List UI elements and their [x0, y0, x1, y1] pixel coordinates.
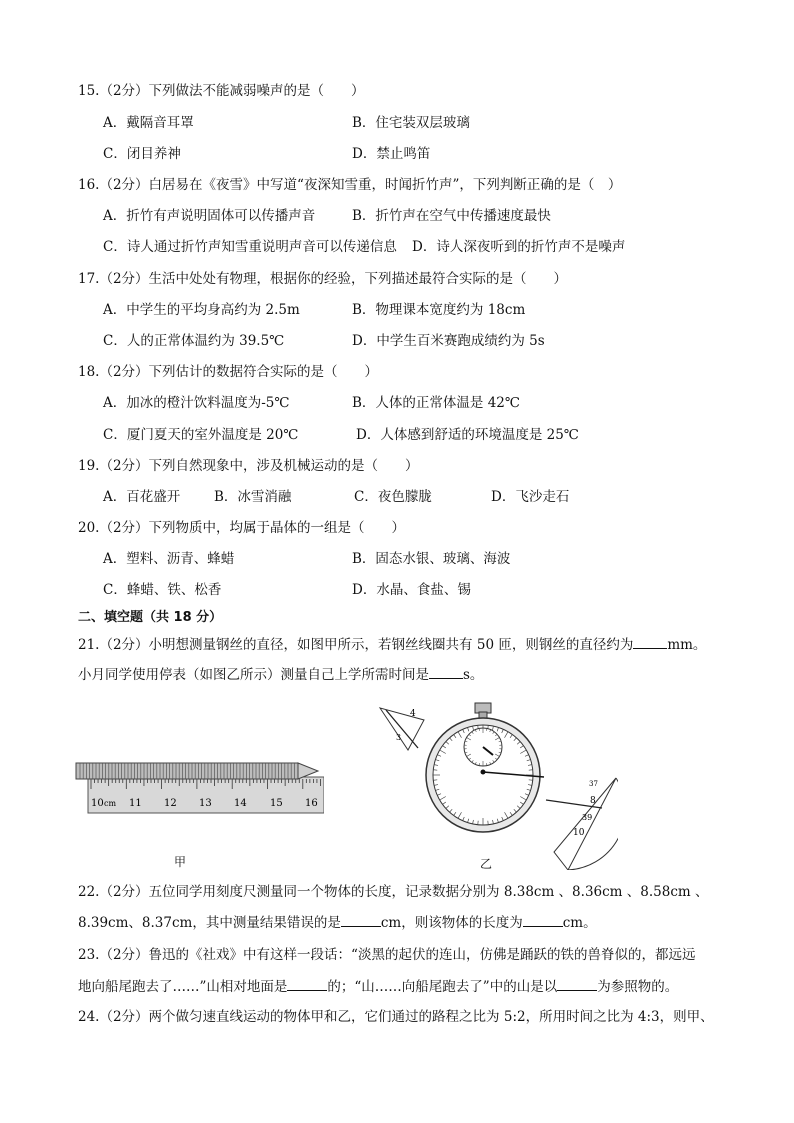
q18-stem: 18.（2分）下列估计的数据符合实际的是（ ）: [78, 364, 379, 380]
q15-option-b: B．住宅装双层玻璃: [352, 115, 470, 131]
ruler-label-10: 10: [91, 798, 104, 809]
right-magnifier-label-37: 37: [589, 780, 598, 788]
q18-option-d: D．人体感到舒适的环境温度是 25℃: [356, 427, 579, 443]
q22-text-2c: cm。: [562, 915, 597, 931]
q22-text-2b: cm，则该物体的长度为: [380, 915, 523, 931]
figure-label-yi: 乙: [480, 857, 493, 871]
q16-option-b: B．折竹声在空气中传播速度最快: [352, 208, 551, 224]
left-magnifier-label-3: 3: [396, 733, 402, 742]
q23-text-2a: 地向船尾跑去了……”山相对地面是: [78, 979, 288, 995]
q18-option-b: B．人体的正常体温是 42℃: [352, 395, 520, 411]
q15-option-a: A．戴隔音耳罩: [103, 115, 194, 131]
q19-stem: 19.（2分）下列自然现象中，涉及机械运动的是（ ）: [78, 458, 419, 474]
q20-option-c: C．蜂蜡、铁、松香: [103, 582, 222, 598]
right-magnifier-label-8: 8: [590, 796, 596, 806]
right-magnifier: [554, 778, 616, 870]
pencil-body: [76, 763, 298, 779]
q17-stem: 17.（2分）生活中处处有物理，根据你的经验，下列描述最符合实际的是（ ）: [78, 271, 568, 287]
q18-option-a: A．加冰的橙汁饮料温度为-5℃: [103, 395, 290, 411]
ruler-label-11: 11: [129, 798, 142, 809]
ruler-wire-figure: [74, 755, 324, 815]
q23-blank-1[interactable]: [287, 976, 327, 991]
q16-stem: 16.（2分）白居易在《夜雪》中写道“夜深知雪重，时闻折竹声”，下列判断正确的是（ ）: [78, 177, 622, 193]
stopwatch-figure: [378, 700, 618, 870]
q22-line-2: [78, 912, 597, 933]
q21-line-1: [78, 634, 706, 655]
ruler-label-12: 12: [164, 798, 177, 809]
ruler-label-13: 13: [199, 798, 212, 809]
q18-option-c: C．厦门夏天的室外温度是 20℃: [103, 427, 299, 443]
left-magnifier-label-4: 4: [410, 709, 416, 719]
q17-option-a: A．中学生的平均身高约为 2.5m: [103, 302, 300, 318]
q20-option-a: A．塑料、沥青、蜂蜡: [103, 551, 235, 567]
q17-option-d: D．中学生百米赛跑成绩约为 5s: [352, 333, 545, 349]
q19-option-a: A．百花盛开: [103, 489, 181, 505]
q17-option-c: C．人的正常体温约为 39.5℃: [103, 333, 285, 349]
right-magnifier-label-10: 10: [573, 828, 585, 838]
q23-line-1: 23.（2分）鲁迅的《社戏》中有这样一段话：“淡黑的起伏的连山，仿佛是踊跃的铁的兽脊似的，都远远: [78, 947, 696, 963]
q23-text-2b: 的；“山……向船尾跑去了”中的山是以: [327, 979, 558, 995]
q22-blank-2[interactable]: [523, 912, 563, 927]
q22-blank-1[interactable]: [341, 912, 381, 927]
q22-text-2a: 8.39cm、8.37cm，其中测量结果错误的是: [78, 915, 341, 931]
q24-line-1: 24.（2分）两个做匀速直线运动的物体甲和乙，它们通过的路程之比为 5:2，所用时间之比为 4:3，则甲、: [78, 1009, 714, 1025]
q21-text-1b: mm。: [667, 637, 707, 653]
q19-option-d: D．飞沙走石: [491, 489, 570, 505]
q23-line-2: [78, 976, 678, 997]
q22-line-1: 22.（2分）五位同学用刻度尺测量同一个物体的长度，记录数据分别为 8.38cm 、8.36cm 、8.58cm 、: [78, 884, 709, 900]
q15-option-d: D．禁止鸣笛: [352, 146, 431, 162]
ruler-label-14: 14: [234, 798, 247, 809]
q21-blank-1[interactable]: [633, 634, 667, 649]
q21-text-2b: s。: [463, 667, 484, 683]
section-title-fill-in: 二、填空题（共 18 分）: [78, 610, 223, 625]
q21-text-2a: 小月同学使用停表（如图乙所示）测量自己上学所需时间是: [78, 667, 429, 683]
q21-text-1a: 21.（2分）小明想测量钢丝的直径，如图甲所示，若钢丝线圈共有 50 匝，则钢丝的直径约为: [78, 637, 634, 653]
q15-option-c: C．闭目养神: [103, 146, 181, 162]
ruler-label-15: 15: [270, 798, 283, 809]
figure-label-jia: 甲: [174, 855, 187, 869]
right-magnifier-label-39: 39: [582, 813, 593, 822]
q16-option-d: D．诗人深夜听到的折竹声不是噪声: [412, 239, 626, 255]
q20-option-d: D．水晶、食盐、锡: [352, 582, 471, 598]
q21-blank-2[interactable]: [429, 664, 463, 679]
q20-stem: 20.（2分）下列物质中，均属于晶体的一组是（ ）: [78, 520, 406, 536]
hand-pivot: [481, 770, 486, 775]
q16-option-a: A．折竹有声说明固体可以传播声音: [103, 208, 316, 224]
ruler-label-cm: cm: [104, 799, 117, 808]
q16-option-c: C．诗人通过折竹声知雪重说明声音可以传递信息: [103, 239, 397, 255]
q19-option-b: B．冰雪消融: [214, 489, 292, 505]
q21-line-2: [78, 664, 483, 685]
q15-stem: 15.（2分）下列做法不能减弱噪声的是（ ）: [78, 83, 365, 99]
ruler-label-16: 16: [305, 798, 318, 809]
q23-text-2c: 为参照物的。: [597, 979, 679, 995]
q20-option-b: B．固态水银、玻璃、海波: [352, 551, 511, 567]
q19-option-c: C．夜色朦胧: [354, 489, 432, 505]
q17-option-b: B．物理课本宽度约为 18cm: [352, 302, 526, 318]
q23-blank-2[interactable]: [557, 976, 597, 991]
